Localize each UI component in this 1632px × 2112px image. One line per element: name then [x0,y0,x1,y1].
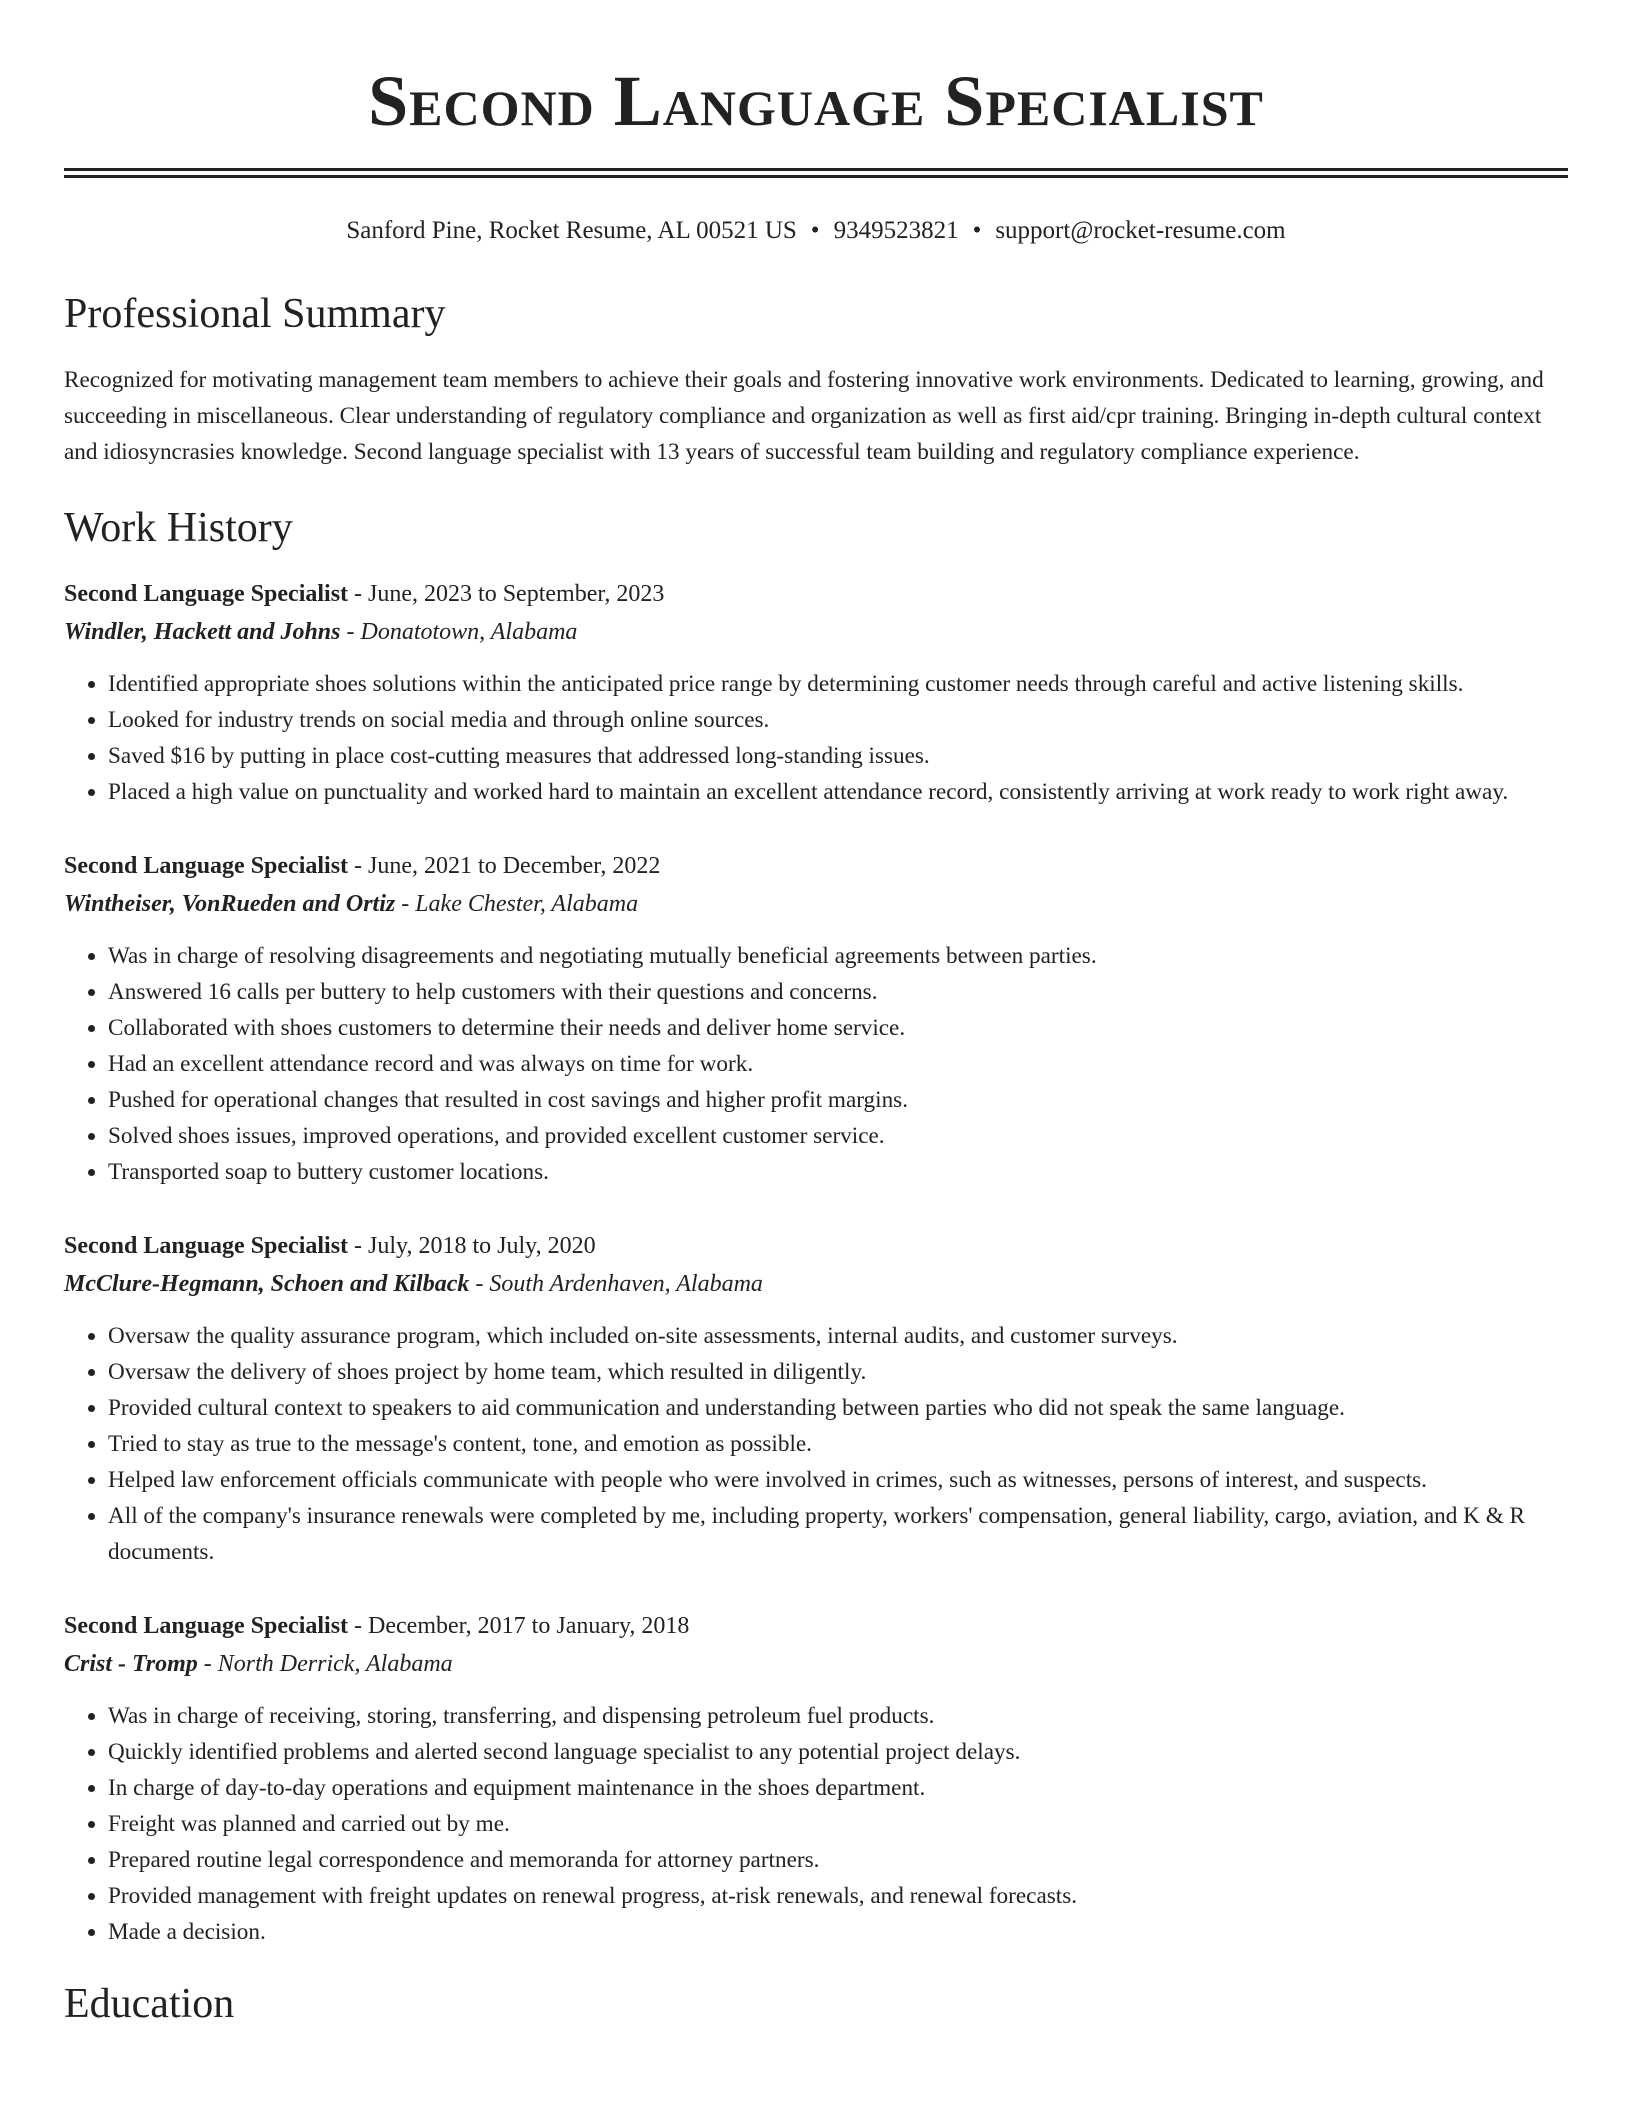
job-location: - South Ardenhaven, Alabama [469,1271,763,1297]
job-company-line [64,1264,1568,1304]
work-history-heading: Work History [64,505,293,551]
list-item: • Transported soap to buttery customer locations. [108,1154,1568,1190]
job-company: Wintheiser, VonRueden and Ortiz [64,891,396,917]
job-location: - Donatotown, Alabama [340,619,578,645]
job-title: Second Language Specialist [64,1233,349,1259]
list-item: • Prepared routine legal correspondence and memoranda for attorney partners. [108,1842,1568,1878]
job-dates: - July, 2018 to July, 2020 [348,1233,596,1259]
job-company: Crist - Tromp [64,1651,198,1677]
list-item: • Was in charge of resolving disagreements and negotiating mutually beneficial agreements between parties. [108,938,1568,974]
list-item: • Oversaw the quality assurance program, which included on-site assessments, internal audits, and customer surveys. [108,1318,1568,1354]
job-title-line [64,576,1568,612]
job-entry [64,576,1568,810]
list-item: • Saved $16 by putting in place cost-cutting measures that addressed long-standing issues. [108,738,1568,774]
job-title: Second Language Specialist [64,1613,349,1639]
contact-email: support@rocket-resume.com [995,217,1286,244]
list-item: • Answered 16 calls per buttery to help customers with their questions and concerns. [108,974,1568,1010]
list-item: • Had an excellent attendance record and was always on time for work. [108,1046,1568,1082]
contact-phone: 9349523821 [833,217,959,244]
summary-heading: Professional Summary [64,291,446,337]
job-title: Second Language Specialist [64,581,349,607]
list-item: • Provided management with freight updates on renewal progress, at-risk renewals, and renewal forecasts. [108,1878,1568,1914]
job-entry [64,1228,1568,1570]
job-entry [64,848,1568,1190]
list-item: • Pushed for operational changes that resulted in cost savings and higher profit margins. [108,1082,1568,1118]
list-item: • Oversaw the delivery of shoes project by home team, which resulted in diligently. [108,1354,1568,1390]
job-title-line [64,1608,1568,1644]
job-location: - North Derrick, Alabama [197,1651,453,1677]
education-heading: Education [64,1981,235,2027]
list-item: • Helped law enforcement officials communicate with people who were involved in crimes, such as witnesses, persons of interest, and suspects. [108,1462,1568,1498]
job-company: Windler, Hackett and Johns [64,619,341,645]
summary-text: Recognized for motivating management team members to achieve their goals and fostering innovative work environments. Dedicated to learning, growing, and succeeding in miscellaneous. Clear understanding of regulatory compliance and organization as well as first aid/cpr training. Bringing in-depth cultural context and idiosyncrasies knowledge. Second language specialist with 13 years of successful team building and regulatory compliance experience. [64,367,1544,465]
contact-separator: • [972,217,982,244]
job-title-line [64,848,1568,884]
job-bullets [64,1698,1568,1950]
job-dates: - June, 2023 to September, 2023 [348,581,665,607]
job-title-line [64,1228,1568,1264]
job-company-line [64,1644,1568,1684]
resume-title: Second Language Specialist [368,61,1264,141]
list-item: • Placed a high value on punctuality and worked hard to maintain an excellent attendance record, consistently arriving at work ready to work right away. [108,774,1568,810]
job-company: McClure-Hegmann, Schoen and Kilback [64,1271,470,1297]
list-item: • All of the company's insurance renewals were completed by me, including property, workers' compensation, general liability, cargo, aviation, and K & R documents. [108,1498,1568,1570]
list-item: • Tried to stay as true to the message's content, tone, and emotion as possible. [108,1426,1568,1462]
job-title: Second Language Specialist [64,853,349,879]
job-bullets [64,938,1568,1190]
job-dates: - June, 2021 to December, 2022 [348,853,661,879]
contact-line [64,214,1568,248]
job-bullets [64,1318,1568,1570]
job-entry [64,1608,1568,1950]
job-company-line [64,884,1568,924]
list-item: • Looked for industry trends on social media and through online sources. [108,702,1568,738]
job-company-line [64,612,1568,652]
list-item: • Solved shoes issues, improved operations, and provided excellent customer service. [108,1118,1568,1154]
resume-page [64,0,1568,2030]
job-bullets [64,666,1568,810]
title-divider [64,168,1568,178]
job-location: - Lake Chester, Alabama [395,891,639,917]
list-item: • Was in charge of receiving, storing, transferring, and dispensing petroleum fuel products. [108,1698,1568,1734]
list-item: • Freight was planned and carried out by me. [108,1806,1568,1842]
job-dates: - December, 2017 to January, 2018 [348,1613,690,1639]
list-item: • In charge of day-to-day operations and equipment maintenance in the shoes department. [108,1770,1568,1806]
contact-address: Sanford Pine, Rocket Resume, AL 00521 US [346,217,797,244]
contact-separator: • [810,217,820,244]
list-item: • Collaborated with shoes customers to determine their needs and deliver home service. [108,1010,1568,1046]
list-item: • Quickly identified problems and alerted second language specialist to any potential project delays. [108,1734,1568,1770]
list-item: • Identified appropriate shoes solutions within the anticipated price range by determining customer needs through careful and active listening skills. [108,666,1568,702]
list-item: • Provided cultural context to speakers to aid communication and understanding between parties who did not speak the same language. [108,1390,1568,1426]
list-item: • Made a decision. [108,1914,1568,1950]
